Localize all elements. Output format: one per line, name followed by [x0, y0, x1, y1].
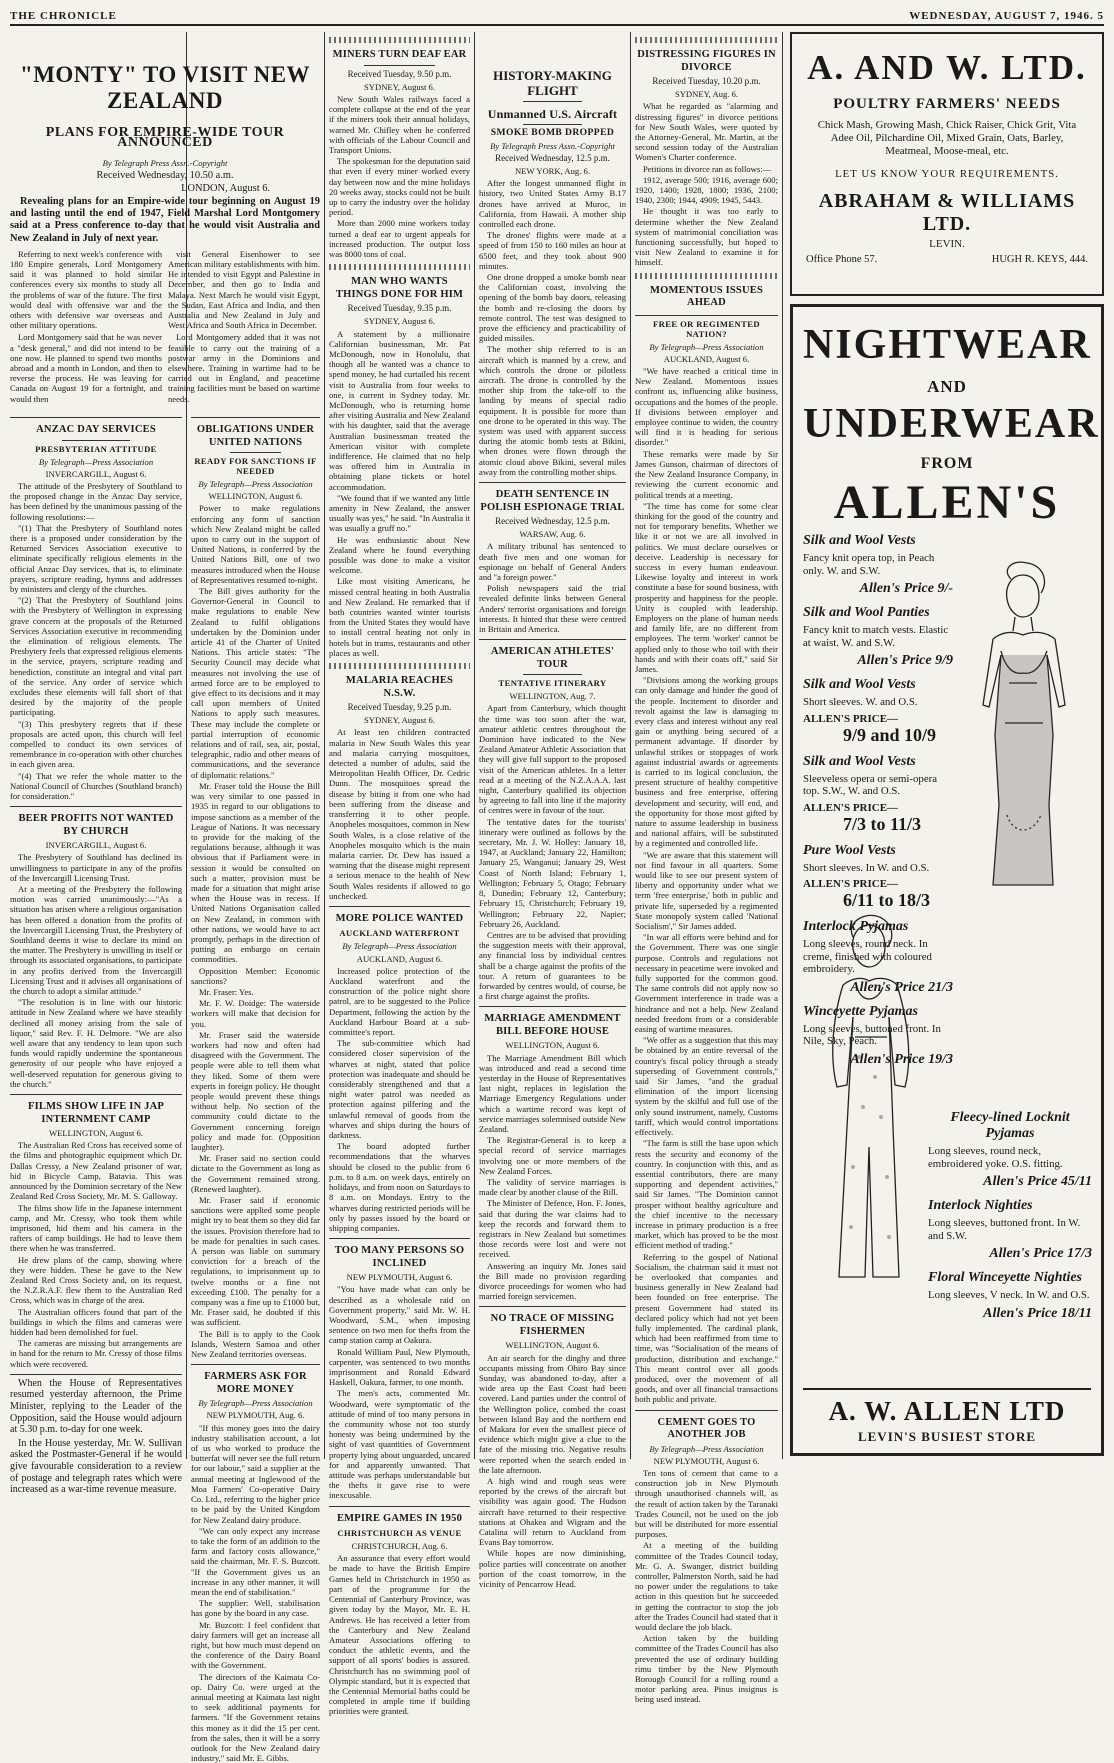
paragraph: Mr. Buzcott: I feel confident that dairy farmers will get an increase all right, but how much must depend on the conference of the Dairy Board with the Government. [191, 1619, 320, 1671]
dateline: NEW PLYMOUTH, Aug. 6. [206, 1410, 305, 1421]
product-name: Silk and Wool Vests [803, 677, 916, 692]
product-desc: Long sleeves, V neck. In W. and O.S. [928, 1289, 1090, 1301]
received: Received Wednesday, 10.50 a.m. [96, 169, 234, 181]
ad-logo: A. AND W. LTD. [807, 48, 1087, 87]
ad-town: LEVIN. [929, 238, 965, 250]
paragraph: The tentative dates for the tourists' itinerary were outlined as follows by the secretary, Mr. J. W. Holley: January 18, 1947, at Auckland; January 22, Hamilton; January 25, Wanganui; January 29, West Coast of North Island; February 1, Wellington; February 5, Otago; February 8, Dunedin; February 12, Canterbury; February 15, Christchurch; February 19, Wellington; February 22, Napier; February 26, Auckland. [479, 816, 626, 929]
paragraph: New South Wales railways faced a complete collapse at the end of the year if the miners took their annual holidays, warned Mr. Chifley when he conferred with officials of the Labour Council and Transport Unions. [329, 93, 470, 155]
product-desc: Long sleeves, buttoned front. In W. and S.W. [928, 1217, 1081, 1242]
dateline: CHRISTCHURCH, Aug. 6. [351, 1541, 448, 1552]
lead-paragraph: Revealing plans for an Empire-wide tour beginning on August 19 and lasting until the end of 1947, Field Marshal Lord Montgomery said at a Press conference to-day that he would visit Australia and New Zealand in July of next year. [10, 196, 320, 244]
headline: MALARIA REACHES N.S.W. [345, 675, 454, 699]
paragraph: Power to make regulations enforcing any form of sanction which New Zealand might be called upon to carry out in the support of United Nations, is conferred by the United Nations Bill, one of two measures introduced when the House of Representatives resumed to-night. [191, 503, 320, 585]
divider [479, 482, 626, 483]
subheadline: TENTATIVE ITINERARY [498, 678, 607, 689]
byline: By Telegraph—Press Association [342, 941, 457, 952]
divider [329, 264, 470, 270]
paragraph: The Australian officers found that part of the buildings in which the films and cameras were hidden had been demolished for fuel. [10, 1306, 182, 1337]
divider [329, 663, 470, 669]
ad-brand: ALLEN'S [833, 476, 1061, 529]
paragraph: Lord Montgomery said that he was never a "desk general," and did not intend to be one now. He planned to spend two months abroad and a month in London, and then to reverse the process. He was leaving for Canada on August 19 for a fortnight, and would then [10, 332, 162, 404]
paragraph: Mr. Fraser told the House the Bill was very similar to one passed in 1935 in regard to our obligations to impose sanctions as a member of the League of Nations. It was necessary to provide for the making of the regulations because, although it was obvious that if Parliament were in session it would be consulted on such a matter, provision must be made for a situation that might arise when the House was in recess. If United Nations Organisation called on New Zealand, in common with other nations, we would have to act promptly, perhaps in the direction of putting an embargo on certain commodities. [191, 780, 320, 965]
paragraph: What he regarded as "alarming and distressing figures" in divorce petitions for New South Wales, were quoted by the Attorney-General, Mr. Martin, at the second session today of the Australian Women's Charter conference. [635, 101, 778, 163]
paragraph: A statement by a millionaire Californian businessman, Mr. Pat McDonough, now in Honolulu, that though all he wanted was a chance to spend money, he had curtailed his recent visit to Australia from four weeks to one, is current in Sydney today. Mr. McDonough, who is returning home after visiting Australia and New Zealand with his daughter, said that the average Australian businessman treated the American visitor with complete indifference. He claimed that no help was offered him in Australia in obtaining plane tickets or hotel accommodation. [329, 328, 470, 492]
paragraph: A military tribunal has sentenced to death five men and one woman for espionage on behalf of General Anders and "a foreign power." [479, 541, 626, 583]
product [803, 605, 953, 669]
paragraph: Polish newspapers said the trial revealed definite links between General Anders' terrorist organisations and foreign interests. It hinted that these were centred in Britain and America. [479, 583, 626, 635]
dateline: AUCKLAND, August 6. [356, 953, 443, 964]
subheadline: SMOKE BOMB DROPPED [490, 126, 615, 138]
byline: By Telegraph Press Assn.-Copyright [490, 140, 615, 151]
headline: HISTORY-MAKING FLIGHT [493, 68, 612, 98]
headline: MARRIAGE AMENDMENT BILL BEFORE HOUSE [484, 1013, 621, 1037]
divider [329, 906, 470, 907]
paragraph: The Marriage Amendment Bill which was introduced and read a second time yesterday in the House of Representatives last night, replaces in legislation the Marriage Emergency Regulations under which a wartime record was kept of service marriages solemnised outside New Zealand. [479, 1052, 626, 1134]
divider [523, 101, 582, 102]
paragraph: Mr. F. W. Doidge: The waterside workers will make that decision for you. [191, 998, 320, 1029]
subheadline: READY FOR SANCTIONS IF NEEDED [194, 456, 317, 476]
paragraph: The drones' flights were made at a speed of from 150 to 160 miles an hour at 6500 feet, and they took about 900 minutes. [479, 230, 626, 271]
headline: MORE POLICE WANTED [335, 912, 464, 924]
paragraph: An air search for the dinghy and three occupants missing from Ohiro Bay since Sunday, was abandoned to-day, after a wide area up the East Coast had been covered. Land parties under the control of the Wellington police, combed the coast between Island Bay and the northern end of Makara for even the smallest piece of evidence which might give a clue to the fate of the missing trio. Negative results were reported when the search ended in the late afternoon. [479, 1352, 626, 1475]
product-name: Silk and Wool Vests [803, 753, 916, 769]
paragraph: 1912, average 500; 1916, average 600; 1920, 1400; 1928, 1800; 1936, 2100; 1940, 2300; 1944, 4909; 1945, 5443. [635, 174, 778, 206]
advertisement-allens [790, 304, 1104, 1456]
byline: By Telegraph Press Assn.-Copyright [102, 158, 228, 169]
product [803, 677, 953, 746]
divider [479, 639, 626, 640]
subheadline: AUCKLAND WATERFRONT [339, 928, 460, 939]
product-desc: Short sleeves. W. and O.S. [803, 696, 918, 708]
product-desc: Short sleeves. In W. and O.S. [803, 861, 930, 874]
ad-headline: NIGHTWEAR [803, 322, 1092, 368]
paragraph: One drone dropped a smoke bomb near the Californian coast, involving the opening of the bomb bay doors, releasing the bomb and re-closing the doors by remote control. The test was designed to prove the efficiency and practicability of guided missiles. [479, 271, 626, 344]
headline: NO TRACE OF MISSING FISHERMEN [490, 1313, 615, 1337]
product-price: Allen's Price 9/9 [857, 653, 953, 668]
product-desc: Fancy knit to match vests. Elastic at waist. W. and S.W. [803, 624, 949, 649]
paragraph: Apart from Canterbury, which thought the time was too soon after the war, amateur athletic centres throughout the Dominion have indicated to the New Zealand Amateur Athletic Association that they will give full support to the proposed visit of the American athletes. In a letter read at a meeting of the N.Z.A.A.A. last night, Canterbury qualified its objection by agreeing to fall into line if the majority of centres were in favour of the tour. [479, 703, 626, 816]
paragraph: "(4) That we refer the whole matter to the National Council of Churches (Southland branch) for consideration." [10, 770, 182, 801]
paragraph: "The resolution is in line with our historic attitude in New Zealand where we have steadily declined all money arising from the sale of liquor," said Rev. F. H. Delmore. "We are also well aware that any tendency to lean upon such funds would rapidly undermine the spontaneous generosity of our people who have enjoyed a well-deserved reputation for generous giving to the church." [10, 997, 182, 1089]
paragraph: When the House of Representatives resumed yesterday afternoon, the Prime Minister, replying to the Leader of the Opposition, said the House would adjourn at 5.30 p.m. to-day for one week. [10, 1377, 182, 1436]
product-name: Fleecy-lined Locknit Pyjamas [950, 1110, 1070, 1141]
product-desc: Sleeveless opera or semi-opera top. S.W., W. and O.S. [803, 772, 938, 797]
masthead [10, 6, 1104, 26]
paragraph: A high wind and rough seas were reported by the crews of the aircraft but visibility was again good. The Hudson aircraft have returned to their respective stations at Ohakea and Wigram and the Catalina will return to Auckland from Evans Bay tomorrow. [479, 1476, 626, 1548]
column-2 [191, 412, 320, 1763]
headline: MINERS TURN DEAF EAR [332, 49, 467, 60]
product [803, 754, 953, 835]
paragraph: "The time has come for some clear thinking for the good of the country and not for temporary benefits. Whether we like it or not we are all involved in politics. We must declare ourselves or deceive. Leadership is necessary for success in every human endeavour. Likewise loyalty and interest in work constitute a base for sound business, with prosperity and happiness for the people. Unity is coupled with leadership. Employers on the plane of human needs and family life, are no different from employees. The term 'worker' cannot be applied only to those who toil with their hands and with their coats off," said Sir James. [635, 500, 778, 674]
product [928, 1198, 1092, 1262]
ad-footer [803, 1388, 1091, 1445]
divider [329, 1506, 470, 1507]
received: Received Tuesday, 10.20 p.m. [652, 76, 761, 86]
paragraph: "(1) That the Presbytery of Southland notes there is a proposed under consideration by the Returned Services Association executive to eliminate specifically religious elements in the official Anzac Day services, that is, to eliminate prayers, scripture reading, hymns and addresses by ministers and clergy of the churches. [10, 522, 182, 594]
paragraph: At least ten children contracted malaria in New South Wales this year and malaria carrying mosquitoes, detected a number of adults, said the Metropolitan Health Officer, Dr. Cedric Dunn. The mosquitoes spread the disease by biting it from one who had been suffering from the disease and transferring it to other people. Anopheles mosquitoes, common in New South Wales, is a close relative of the Anopheles mosquito which is the main malaria carrier. Dr. Dew has issued a warning that the disease might represent a serious menace to the health of New South Wales residents if allowed to go unchecked. [329, 727, 470, 901]
paragraph: "Divisions among the working groups can only damage and hinder the good of the people. Incitement to disorder and revolt against the law is damaging to every class and interest without any real gain or anything being secured of a permanent advantage. If disorder by unlawful strikes or stoppages of work against industrial awards or agreements is carried to its logical conclusion, the present structure of healthy competitive business and free enterprise, offering development and security, will end, and the opportunity for those most gifted by nature to assume leadership in business and national affairs, will be substituted by a regimented and controlled life. [635, 675, 778, 849]
subheadline: Unmanned U.S. Aircraft [487, 107, 618, 121]
paragraph: visit General Eisenhower to see American military establishments with him. He intended to visit Egypt and Palestine in December, and then go to India and Malaya. Next March he would visit Egypt, the Sudan, East Africa and India, and then Australia and New Zealand in July and West Africa and South Africa in December. [168, 248, 320, 331]
column-rule [474, 32, 475, 1459]
paragraph: The Presbytery of Southland has declined its unwillingness to participate in any of the profits of the Invercargill Licensing Trust. [10, 852, 182, 883]
product [928, 1110, 1092, 1190]
product-name: Interlock Pyjamas [803, 919, 909, 934]
column-rule [324, 32, 325, 1459]
product-desc: Long sleeves, round neck, embroidered yoke. O.S. fitting. [928, 1145, 1063, 1170]
divider [523, 124, 582, 125]
subheadline: PRESBYTERIAN ATTITUDE [35, 443, 157, 454]
paragraph: At a meeting of the Presbytery the following motion was carried unanimously:—"As a situation has arisen where a religious organisation has been offered a donation from the profits of the Invercargill Licensing Trust, the Presbytery of Southland deems it wise to declare its mind on the matter. The Presbytery is unwilling in itself or through its associated organisations, to participate in any profits derived from the Invercargill Licensing Trust and it advises all organisations of the church to adopt a similar attitude." [10, 884, 182, 997]
paragraph: Ronald William Paul, New Plymouth, carpenter, was sentenced to two months imprisonment and Ronald Edward Haskell, Oakura, farmer, to one month. [329, 1346, 470, 1388]
paragraph: The sub-committee which had considered closer supervision of the wharves at night, stated that police protection was inadequate and should be considerably strengthened and that a night water patrol was needed as protection against pilfering and the unlawful removal of goods from the wharves and ships during the hours of darkness. [329, 1038, 470, 1141]
paragraph: The Bill is to apply to the Cook Islands, Western Samoa and other New Zealand territories overseas. [191, 1328, 320, 1360]
divider [191, 417, 320, 418]
byline: By Telegraph—Press Association [649, 341, 764, 352]
product-price-label: ALLEN'S PRICE— [803, 878, 899, 890]
dateline: INVERCARGILL, August 6. [45, 840, 147, 851]
paragraph: Mr. Fraser said no section could dictate to the Government as long as the Government remained strong. (Renewed laughter). [191, 1153, 320, 1194]
paragraph: Lord Montgomery added that it was not feasible to carry out the training of a postwar army in the Dominions and elsewhere. Training in wartime had to be carried out in England, and peacetime training facilities must be based on wartime needs. [168, 332, 320, 404]
headline: CEMENT GOES TO ANOTHER JOB [657, 1416, 756, 1441]
product-name: Winceyette Pyjamas [803, 1003, 918, 1019]
dateline: WELLINGTON, Aug. 7. [509, 691, 596, 702]
ad-firm: ABRAHAM & WILLIAMS LTD. [818, 190, 1076, 235]
product [803, 843, 953, 912]
paragraph: He drew plans of the camp, showing where they were hidden. These he gave to the New Zealand Red Cross Society and, on its request, the N.Z.R.A.F. flew them to the Australian Red Cross, which was in charge of the area. [10, 1254, 182, 1306]
product [803, 533, 953, 597]
product-name: Silk and Wool Panties [803, 605, 930, 620]
subheadline: PLANS FOR EMPIRE-WIDE TOUR ANNOUNCED [45, 125, 285, 151]
column-5 [635, 32, 778, 1705]
ad-contact: HUGH R. KEYS, 444. [991, 254, 1088, 265]
dateline: NEW PLYMOUTH, August 6. [346, 1272, 453, 1283]
headline: BEER PROFITS NOT WANTED BY CHURCH [18, 813, 174, 837]
received: Received Tuesday, 9.25 p.m. [347, 702, 452, 713]
product-desc: Fancy knit opera top, in Peach only. W. and S.W. [803, 552, 935, 577]
paragraph: These remarks were made by Sir James Gunson, chairman of directors of the New Zealand Insurance Company, in reviewing the current economic and political trends at a meeting. [635, 448, 778, 500]
store-name: A. W. ALLEN LTD [828, 1396, 1066, 1426]
story-monty [10, 32, 320, 412]
ad-title: POULTRY FARMERS' NEEDS [833, 96, 1061, 112]
paragraph: Mr. Fraser said if economic sanctions were applied some people might try to beat them so they did far the issues. Provision therefore had to be made for penalties in such cases. A person was liable on summary conviction for a breach of the regulations, to imprisonment up to twelve months or a fine not exceeding £100. The penalty for a company was a fine up to £1000 but, Mr. Fraser said, he doubted if this was sufficient. [191, 1195, 320, 1328]
lingerie-figure-illustration [953, 555, 1093, 895]
received: Received Wednesday, 12.5 p.m. [495, 152, 610, 163]
ad-headline: UNDERWEAR [803, 401, 1100, 447]
paragraph: "The farm is still the base upon which rests the security and economy of the country. In conjunction with this, and as essential contributors, there are many supporting and dependent activities," said Sir James. "The Dominion cannot prosper without healthy agriculture and the chief incentive to the necessary increase in primary production is a free market, which has proved to be the most efficient method of trading." [635, 1138, 778, 1251]
dateline: NEW YORK, Aug. 6. [515, 165, 590, 176]
subheadline: FREE OR REGIMENTED NATION? [653, 318, 760, 339]
paragraph: The Registrar-General is to keep a special record of service marriages involving one or more members of the New Zealand Forces. [479, 1135, 626, 1176]
product-price: Allen's Price 9/- [859, 581, 953, 596]
paragraph: The directors of the Kaimata Co-op. Dairy Co. were urged at the annual meeting at Kaimata last night to seek additional payments for farmers. "If the Government retains this money as it did the 15 per cent. from the sales, then it will be a sorry outlook for the New Zealand dairy industry," said Mr. E. Gibbs. [191, 1671, 320, 1763]
dateline: SYDNEY, Aug. 6. [674, 89, 739, 100]
dateline: WELLINGTON, August 6. [505, 1340, 600, 1351]
divider [523, 674, 582, 675]
headline: AMERICAN ATHLETES' TOUR [490, 646, 615, 670]
ad-tagline: LET US KNOW YOUR REQUIREMENTS. [835, 168, 1059, 180]
paragraph: The Bill gives authority for the Governor-General in Council to make regulations to enable New Zealand to fulfil obligations undertaken by the Dominion under article 41 of the Charter of United Nations. This article states: "The Security Council may decide what measures not involving the use of armed force are to be employed to give effect to its decisions and it may call upon members of United Nations to apply such measures. These may include the complete or partial interruption of economic relations and of rail, sea, air, postal, telegraphic, radio and other means of communications, and the severance of diplomatic relations." [191, 586, 320, 780]
paragraph: The Australian Red Cross has received some of the films and photographic equipment which Dr. Dallas Cressy, a New Zealand prisoner of war, hid in Bicycle Camp, Batavia. This was announced by the Dominion secretary of the New Zealand Red Cross Society, Mr. M. S. Galloway. [10, 1140, 182, 1202]
product-name: Interlock Nighties [928, 1198, 1033, 1213]
paragraph: An assurance that every effort would be made to have the British Empire Games held in Christchurch in 1950 as part of the programme for the Centennial of Canterbury Province, was given today by the Mayor, Mr. E. H. Andrews. He has received a letter from the Canterbury and New Zealand Amateur Associations offering to conduct the athletic events, and the support of all sports' bodies is assured. Christchurch has no swimming pool of Olympic standard, but it is expected that the Centennial Memorial baths could be completed in ample time if building priorities were granted. [329, 1553, 470, 1717]
dateline: AUCKLAND, August 6. [663, 353, 750, 364]
headline: ANZAC DAY SERVICES [36, 424, 156, 435]
paragraph: More than 2000 mine workers today turned a deaf ear to urgent appeals for increased production. The output loss was 8000 tons of coal. [329, 218, 470, 259]
paragraph: "You have made what can only be described as a wholesale raid on Government property," said Mr. W. H. Woodward, S.M., when imposing sentence on two men for thefts from the camp station camp at Oakura. [329, 1284, 470, 1346]
dateline: WELLINGTON, August 6. [505, 1040, 600, 1051]
paragraph: In the House yesterday, Mr. W. Sullivan asked the Postmaster-General if he would give favourable consideration to a review of postage and telegraph rates which were increased as a war-time revenue measure. [10, 1437, 182, 1496]
headline: DISTRESSING FIGURES IN DIVORCE [637, 49, 776, 73]
column-3 [329, 32, 470, 1717]
paragraph: Mr. Fraser said the waterside workers had now and often had disagreed with the Government. The people were able to tell them what they liked. Some of them were experts in foreign policy. He thought people would prevent these things without help. No section of the community could dictate to the Government concerning foreign policy and made for. (Opposition laughter). [191, 1029, 320, 1152]
headline: MAN WHO WANTS THINGS DONE FOR HIM [335, 276, 464, 300]
paragraph: The Minister of Defence, Hon. F. Jones, said that during the war claims had to keep the records and forward them to registrars in New Zealand but sometimes those records were lost and were not received. [479, 1198, 626, 1260]
paragraph: At a meeting of the building committee of the Trades Council today, Mr. G. A. Swanger, district building controller, Palmerston North, said he had no power under the regulations to take action in this question but he succeeded in getting the contractor to stop the job after the Trades Council had stated that it would declare the job black. [635, 1540, 778, 1633]
paragraph: The board adopted further recommendations that the wharves should be closed to the public from 6 p.m. to 8 a.m. on week days, entirely on holidays, and from noon on Saturdays to 8 a.m. on Mondays. Entry to the wharves during restricted periods will be only by passes issued by the board or shipping companies. [329, 1141, 470, 1233]
paragraph: "(2) That the Presbytery of Southland joins with the Presbytery of Wellington in expressing grave concern at the proposals of the Returned Services Association executive in recommending the elimination of religious elements. The Presbytery feels that expressed religious elements in the service, prayers, scripture reading and benediction, constitute an integral and vital part of the service. Any order of service which excludes these elements will fall short of that desired by the majority of the people participating. [10, 595, 182, 718]
product-price: Allen's Price 45/11 [983, 1174, 1092, 1189]
divider [10, 1094, 182, 1095]
paragraph: "In war all efforts were behind and for the Government. There was one single purpose. Controls and regulations not necessary in peacetime were invoked and fully supported for the common good. The same controls did not apply now so Government interference in trade was a hindrance and not a help. New Zealand needed freedom from or a considerable easing of wartime measures. [635, 932, 778, 1035]
product-name: Pure Wool Vests [803, 842, 896, 858]
paragraph: Ten tons of cement that came to a construction job in New Plymouth through unauthorised channels will, as the result of action taken by the Taranaki Trades Council, not be used on the job but will be distributed for more essential purposes. [635, 1467, 778, 1540]
paragraph: "We offer as a suggestion that this may be obtained by an entire reversal of the country's fiscal policy through a steady superseding of Government controls," said Sir James, "and the gradual elimination of the import licensing system by the skilful and full use of the only sound instrument, namely, Customs tariff, which would control importations effectively. [635, 1035, 778, 1138]
byline: By Telegraph—Press Association [649, 1443, 764, 1454]
advertisement-abraham-williams [790, 32, 1104, 296]
paragraph: After the longest unmanned flight in history, two United States Army B.17 drones have arrived at Muroc, in California, from Hawaii. A mother ship controlled each drone. [479, 178, 626, 229]
paragraph: Answering an inquiry Mr. Jones said the Bill made no provision regarding divorce proceedings for women who had married foreign servicemen. [479, 1260, 626, 1302]
paragraph: Action taken by the building committee of the Trades Council has also prevented the use of ordinary building rimu timber by the New Plymouth Borough Council for a rolling round a motor parking area. Pinus insignus is being used instead. [635, 1633, 778, 1705]
divider [635, 273, 778, 279]
paragraph: Like most visiting Americans, he missed central heating in both Australia and New Zealand. He remarked that if both countries wanted winter tourists from the United States they would have to install central heating not only in hotels but in trams, restaurants and other places as well. [329, 576, 470, 658]
paragraph: "We have reached a critical time in New Zealand. Momentous issues confront us, influencing alike business, occupations and the homes of the people. If divisions between employer and employee continue to widen, the country will find it is heading for serious disorder." [635, 366, 778, 448]
paragraph: Opposition Member: Economic sanctions? [191, 965, 320, 986]
paragraph: "(3) This presbytery regrets that if these proposals are acted upon, this church will feel compelled to conduct its own services of remembrance in co-operation with other churches in each given area. [10, 718, 182, 770]
subheadline: CHRISTCHURCH AS VENUE [337, 1528, 462, 1539]
divider [364, 65, 435, 66]
paragraph: Referring to the gospel of National Socialism, the chairman said it must not be overlooked that companies and business generally in New Zealand had been founded on free enterprise. The present Government had stated its declared policy which had not yet been fully implemented. The cardinal plank, which had been reaffirmed from time to time, was "Socialisation of the means of production, distribution and exchange." This meant control over all goods produced, over the movement of all goods, and over all financial transactions both public and private. [635, 1251, 778, 1405]
paragraph: "We can only expect any increase to take the form of an addition to the farm and factory costs allowance," said the chairman, Mr. F. S. Buzcott. "If the Government gives us an increase in any other manner, it will mean the end of stabilisation." [191, 1525, 320, 1597]
product-price: 6/11 to 18/3 [843, 890, 931, 910]
divider [479, 1306, 626, 1307]
divider [10, 417, 182, 418]
paragraph: Increased police protection of the Auckland waterfront and the construction of the police night shore patrol, are to be suggested to the Police Department, following the action by the Auckland Harbour Board at a sub-committee's report. [329, 965, 470, 1038]
product-price: Allen's Price 21/3 [850, 979, 953, 995]
dateline: WELLINGTON, August 6. [49, 1128, 143, 1139]
column-4 [479, 32, 626, 1590]
paragraph: The mother ship referred to is an aircraft which is manned by a crew, and which controls the drone or pilotless aircraft. The drone is controlled by the mother ship from the take-off to the landing by means of special radio equipment. It is possible for more than one drone to be operated in this way. The system was used with apparent success during the atomic bomb tests at Bikini, when drones were flown through the atomic cloud above Bikini, several miles away from the controlling mother ships. [479, 344, 626, 477]
product-name: Floral Winceyette Nighties [928, 1270, 1082, 1285]
paragraph: While hopes are now diminishing, police parties will concentrate on another portion of the coast tomorrow, in the vicinity of Pencarrow Head. [479, 1548, 626, 1590]
paragraph: The cameras are missing but arrangements are in hand for the return to Mr. Cressy of those films which were recovered. [10, 1338, 182, 1369]
product-price: 7/3 to 11/3 [843, 813, 922, 834]
paragraph: The supplier: Well, stabilisation has gone by the board in any case. [191, 1598, 320, 1619]
pyjamas-figure-illustration [803, 907, 933, 1287]
paragraph: "We are aware that this statement will not find favour in all quarters. Some would like to see our present system of liberty and opportunity under what we term 'free enterprise,' both in public and private life, superseded by a regimented State monopoly system called 'National Socialism'," Sir James added. [635, 849, 778, 932]
received: Received Wednesday, 12.5 p.m. [495, 516, 610, 526]
paragraph: Petitions in divorce ran as follows:— [643, 163, 772, 174]
paragraph: "We found that if we wanted any little amenity in New Zealand, the answer usually was yes," he said. "In Australia it was usually a gruff no." [329, 492, 470, 534]
ad-phone: Office Phone 57. [806, 254, 878, 265]
paragraph: The men's acts, commented Mr. Woodward, were symptomatic of the attitude of mind of too many persons in the community whose not too sturdy honesty was being undermined by the sight of vast quantities of Government property lying about unguarded, uncared for and apparently unwanted. That attitude was perhaps understandable but the thefts it gave rise to were inexcusable. [329, 1388, 470, 1501]
divider [635, 315, 778, 316]
dateline: SYDNEY, August 6. [364, 715, 435, 726]
product [928, 1270, 1092, 1322]
headline: MOMENTOUS ISSUES AHEAD [650, 284, 763, 309]
issue-date: WEDNESDAY, AUGUST 7, 1946. 5 [909, 10, 1104, 22]
product-price-label: ALLEN'S PRICE— [803, 801, 899, 814]
dateline: NEW PLYMOUTH, August 6. [653, 1455, 760, 1466]
paragraph: Mr. Fraser: Yes. [199, 986, 254, 997]
ad-and: AND [927, 377, 967, 396]
paragraph: The attitude of the Presbytery of Southland to the proposed change in the Anzac Day service, has been defined by the unanimous passing of the following resolutions:— [10, 480, 182, 522]
product-price: Allen's Price 19/3 [850, 1051, 953, 1067]
dateline: WELLINGTON, August 6. [208, 491, 303, 502]
divider [635, 37, 778, 43]
headline: "MONTY" TO VISIT NEW ZEALAND [19, 62, 311, 113]
dateline: SYDNEY, August 6. [364, 81, 435, 92]
received: Received Tuesday, 9.50 p.m. [347, 68, 452, 79]
column-1 [10, 412, 182, 1496]
byline: By Telegraph—Press Association [198, 479, 313, 489]
store-slogan: LEVIN'S BUSIEST STORE [857, 1429, 1037, 1444]
product-price: 9/9 and 10/9 [843, 724, 937, 745]
divider [479, 1006, 626, 1007]
paper-name: THE CHRONICLE [10, 10, 117, 22]
headline: FILMS SHOW LIFE IN JAP INTERNMENT CAMP [27, 1101, 165, 1125]
divider [329, 37, 470, 43]
divider [230, 452, 282, 453]
paragraph: Referring to next week's conference with 180 Empire generals, Lord Montgomery said it was planned to hold similar conferences every six months to study all the problems of war of the future. The first would deal with offensive war and the others with defensive war overseas and other military operations. [10, 248, 162, 331]
divider [62, 440, 131, 441]
headline: EMPIRE GAMES IN 1950 [336, 1512, 463, 1524]
divider [635, 1410, 778, 1411]
product-name: Silk and Wool Vests [803, 533, 916, 548]
byline: By Telegraph—Press Association [38, 456, 154, 467]
paragraph: "If this money goes into the dairy industry stabilisation account, a lot of us who worked to produce the butterfat will never see the full return for our labour," said a supplier at the annual meeting at Inglewood of the Moa Farmers' Co-operative Dairy Co. Ltd., referring to the higher price to be paid by the United Kingdom for New Zealand dairy produce. [191, 1422, 320, 1525]
dateline: SYDNEY, August 6. [364, 316, 435, 327]
headline: FARMERS ASK FOR MORE MONEY [204, 1371, 307, 1395]
paragraph: The films show life in the Japanese internment camp, and Mr. Cressy, who took them while imprisoned, hid them and his camera in the rafters of camp buildings. He had to leave them there when he was transferred. [10, 1202, 182, 1254]
column-rule [630, 32, 631, 1459]
product-price-label: ALLEN'S PRICE— [803, 712, 899, 725]
divider [10, 806, 182, 807]
column-rule [782, 32, 783, 1459]
divider [329, 1238, 470, 1239]
product-price: Allen's Price 17/3 [989, 1246, 1092, 1261]
headline: DEATH SENTENCE IN POLISH ESPIONAGE TRIAL [480, 489, 625, 513]
paragraph: The validity of service marriages is made clear by another clause of the Bill. [479, 1176, 626, 1198]
paragraph: Centres are to be advised that providing the suggestion meets with their approval, any financial loss by individual centres shall be a charge against the profits of the tour. A return of guarantees to be forwarded by centres would, of course, be a first charge against the profits. [479, 929, 626, 1002]
product-desc: Long sleeves, buttoned front. In Nile, Sky, Peach. [803, 1022, 941, 1047]
product-list-2 [928, 1102, 1092, 1322]
divider [10, 1374, 182, 1375]
paragraph: He was enthusiastic about New Zealand where he found everything possible was done to make a visitor welcome. [329, 534, 470, 576]
ad-from: FROM [920, 455, 974, 472]
headline: OBLIGATIONS UNDER UNITED NATIONS [196, 424, 315, 448]
dateline: INVERCARGILL, August 6. [45, 468, 147, 479]
headline: TOO MANY PERSONS SO INCLINED [334, 1245, 465, 1269]
product-desc: Long sleeves, round neck. In creme, finished with coloured embroidery. [803, 938, 932, 975]
paragraph: The spokesman for the deputation said that even if every miner worked every day between now and the mine holidays 20 weeks away, stocks could not be built up to carry the industry over the holiday period. [329, 156, 470, 218]
byline: By Telegraph—Press Association [198, 1398, 313, 1409]
product-price: Allen's Price 18/11 [983, 1305, 1092, 1321]
dateline: LONDON, August 6. [181, 182, 270, 194]
dateline: WARSAW, Aug. 6. [519, 529, 586, 540]
ad-items: Chick Mash, Growing Mash, Chick Raiser, Chick Grit, Vita Adee Oil, Pilchardine Oil, Mixed Grain, Oats, Barley, Meatmeal, Moose-meal, etc. [817, 119, 1077, 157]
divider [191, 1364, 320, 1365]
received: Received Tuesday, 9.35 p.m. [347, 303, 452, 314]
paragraph: He thought it was too early to determine whether the New Zealand system of matrimonial conciliation was functioning successfully, but hoped to visit New Zealand to examine it for himself. [635, 206, 778, 268]
